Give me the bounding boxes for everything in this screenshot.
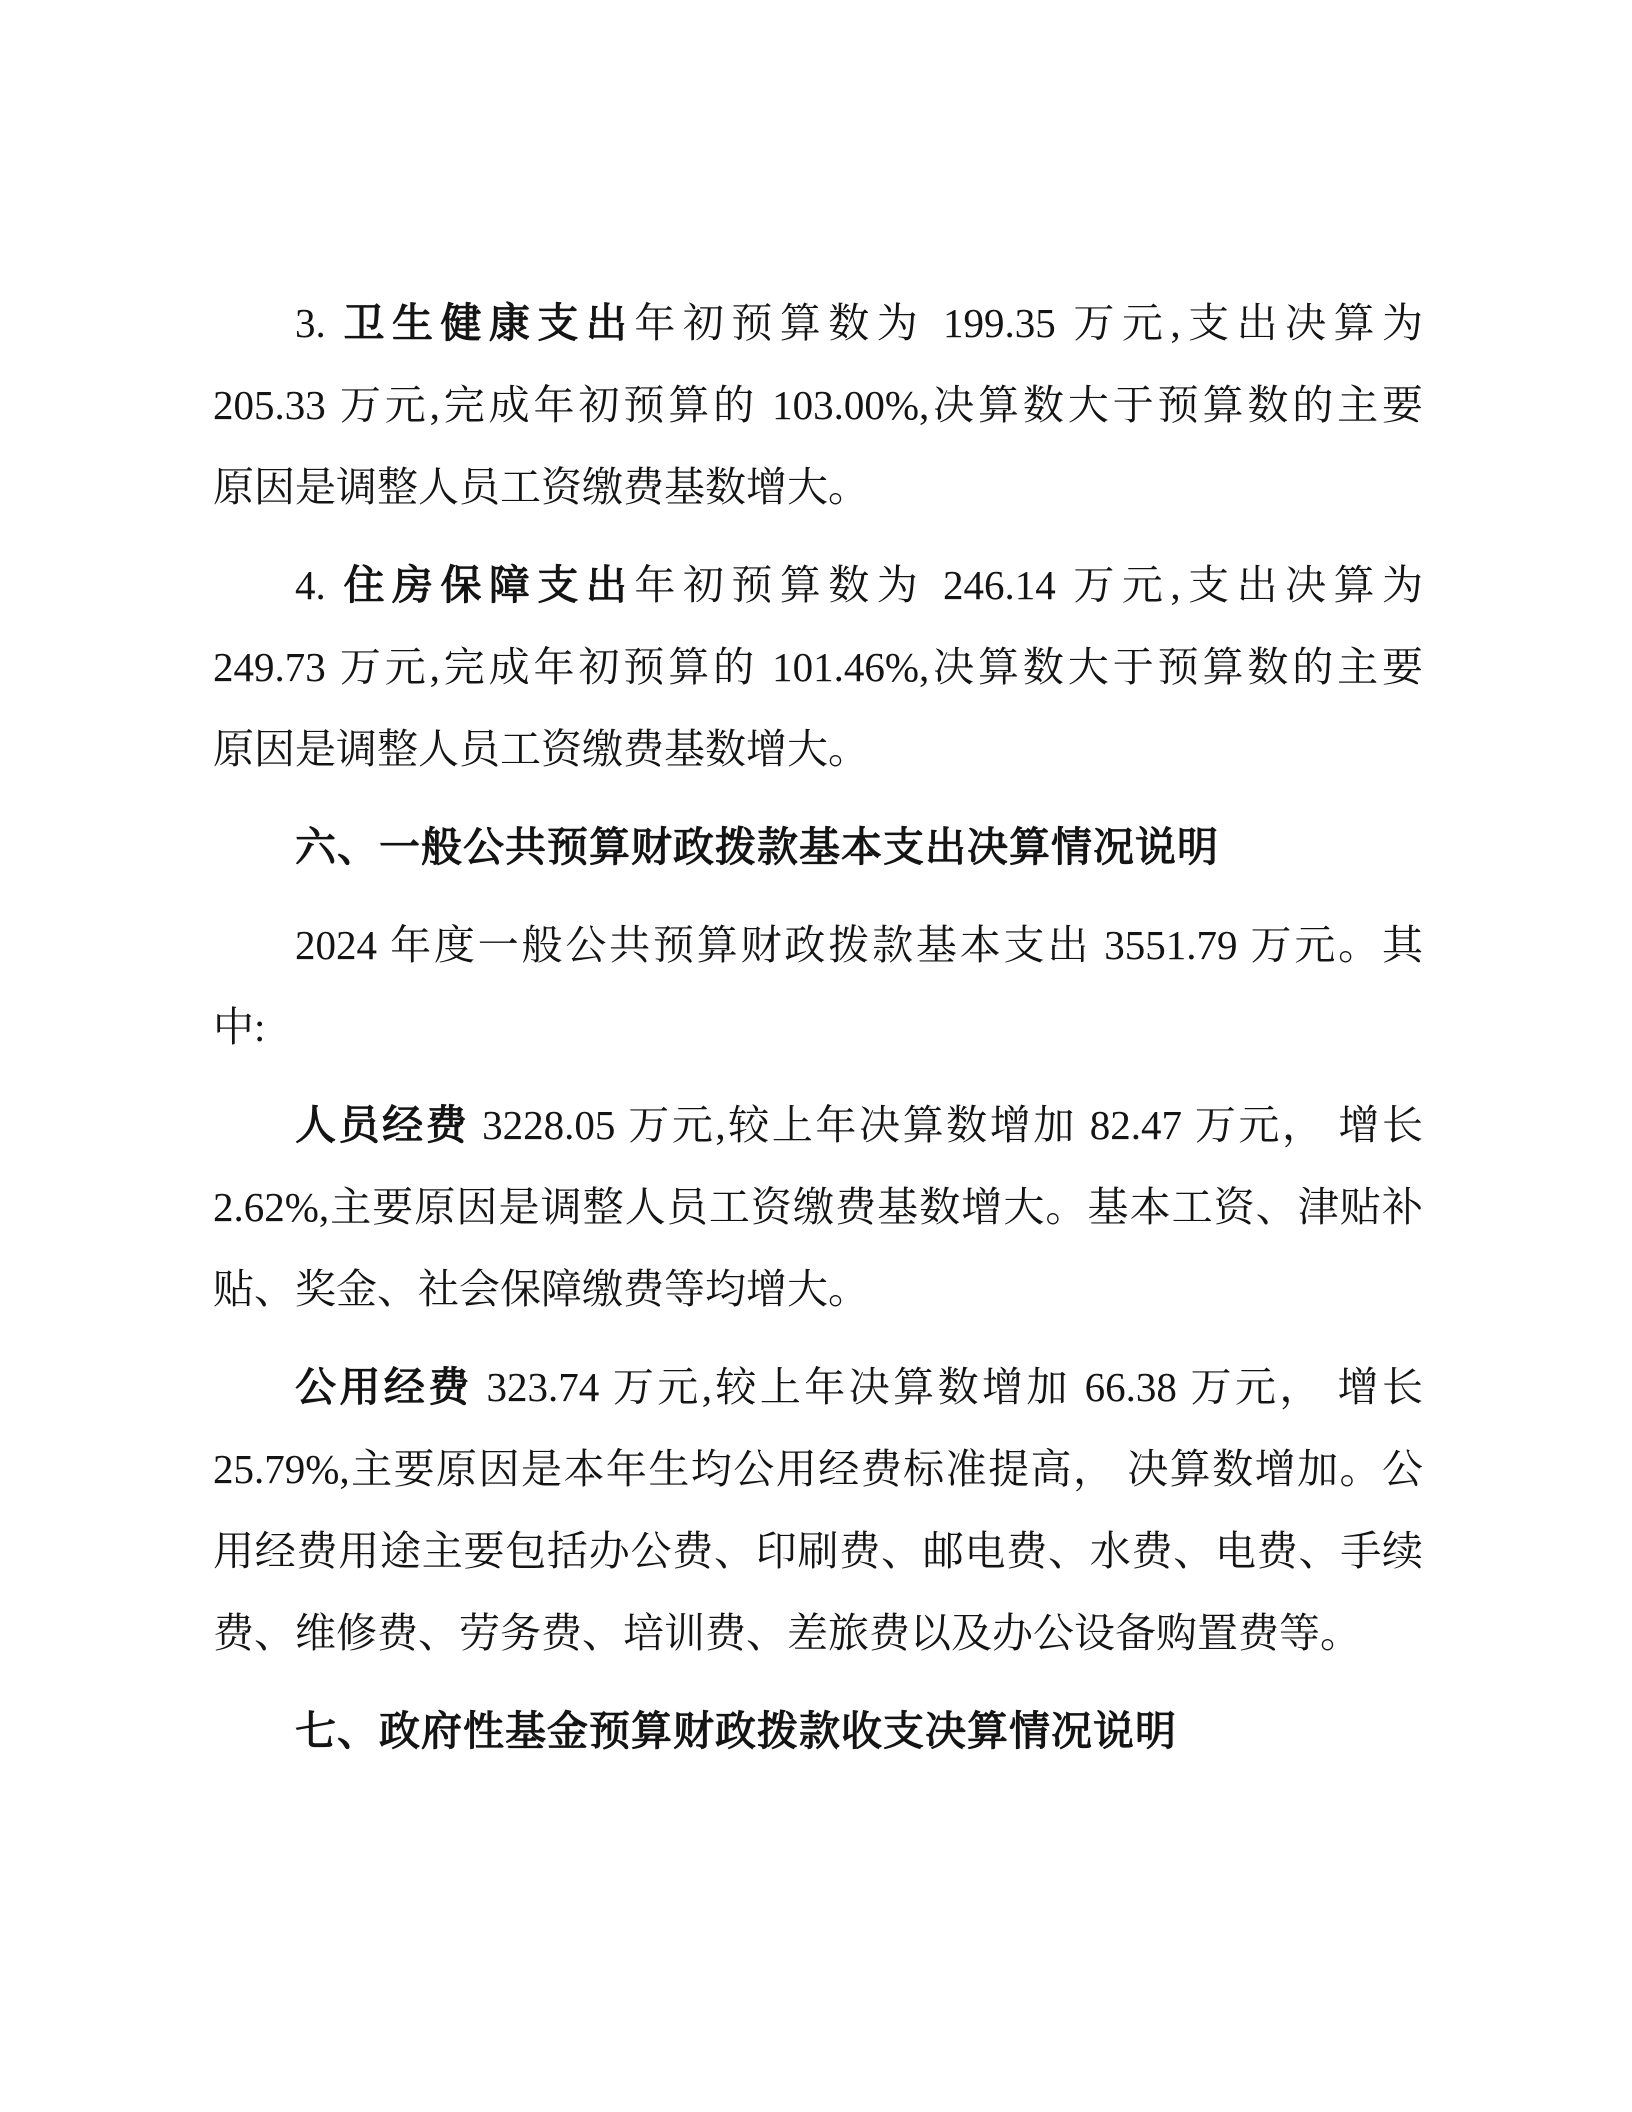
paragraph-public-funds: [213, 1346, 1423, 1674]
item-title-bold: 公用经费: [295, 1364, 473, 1410]
section-heading-text: 六、一般公共预算财政拨款基本支出决算情况说明: [295, 824, 1219, 870]
text-line: [213, 1084, 1423, 1166]
section-heading-seven: [213, 1690, 1423, 1772]
text-line: 贴、奖金、社会保障缴费等均增大。: [213, 1266, 869, 1312]
text-run: 3228.05 万元,较上年决算数增加 82.47 万元， 增长: [469, 1102, 1424, 1148]
text-run: 年初预算数为 246.14 万元,支出决算为: [634, 562, 1424, 608]
section-heading-six: [213, 806, 1423, 888]
paragraph-personnel-funds: [213, 1084, 1423, 1330]
paragraph-basic-expenditure-total: [213, 904, 1423, 1068]
text-line: [213, 1346, 1423, 1428]
text-line: 用经费用途主要包括办公费、印刷费、邮电费、水费、电费、手续: [213, 1528, 1423, 1574]
text-line: 25.79%,主要原因是本年生均公用经费标准提高， 决算数增加。公: [213, 1446, 1423, 1492]
text-line: [213, 544, 1423, 626]
text-run: 323.74 万元,较上年决算数增加 66.38 万元， 增长: [472, 1364, 1423, 1410]
text-line: 2024 年度一般公共预算财政拨款基本支出 3551.79 万元。其: [295, 922, 1423, 968]
text-line: 249.73 万元,完成年初预算的 101.46%,决算数大于预算数的主要: [213, 644, 1423, 690]
item-number: 4.: [295, 562, 344, 608]
item-title-bold: 住房保障支出: [343, 562, 635, 608]
item-title-bold: 人员经费: [295, 1102, 470, 1148]
text-line: 2.62%,主要原因是调整人员工资缴费基数增大。基本工资、津贴补: [213, 1184, 1423, 1230]
section-heading-text: 七、政府性基金预算财政拨款收支决算情况说明: [295, 1708, 1177, 1754]
text-line: [213, 282, 1423, 364]
text-line: 中:: [213, 1004, 266, 1050]
text-line: 原因是调整人员工资缴费基数增大。: [213, 726, 869, 772]
item-title-bold: 卫生健康支出: [343, 300, 635, 346]
text-run: 年初预算数为 199.35 万元,支出决算为: [634, 300, 1424, 346]
text-line: 原因是调整人员工资缴费基数增大。: [213, 464, 869, 510]
text-line: 费、维修费、劳务费、培训费、差旅费以及办公设备购置费等。: [213, 1610, 1361, 1656]
paragraph-housing-expenditure: [213, 544, 1423, 790]
paragraph-health-expenditure: [213, 282, 1423, 528]
text-line: 205.33 万元,完成年初预算的 103.00%,决算数大于预算数的主要: [213, 382, 1423, 428]
item-number: 3.: [295, 300, 344, 346]
